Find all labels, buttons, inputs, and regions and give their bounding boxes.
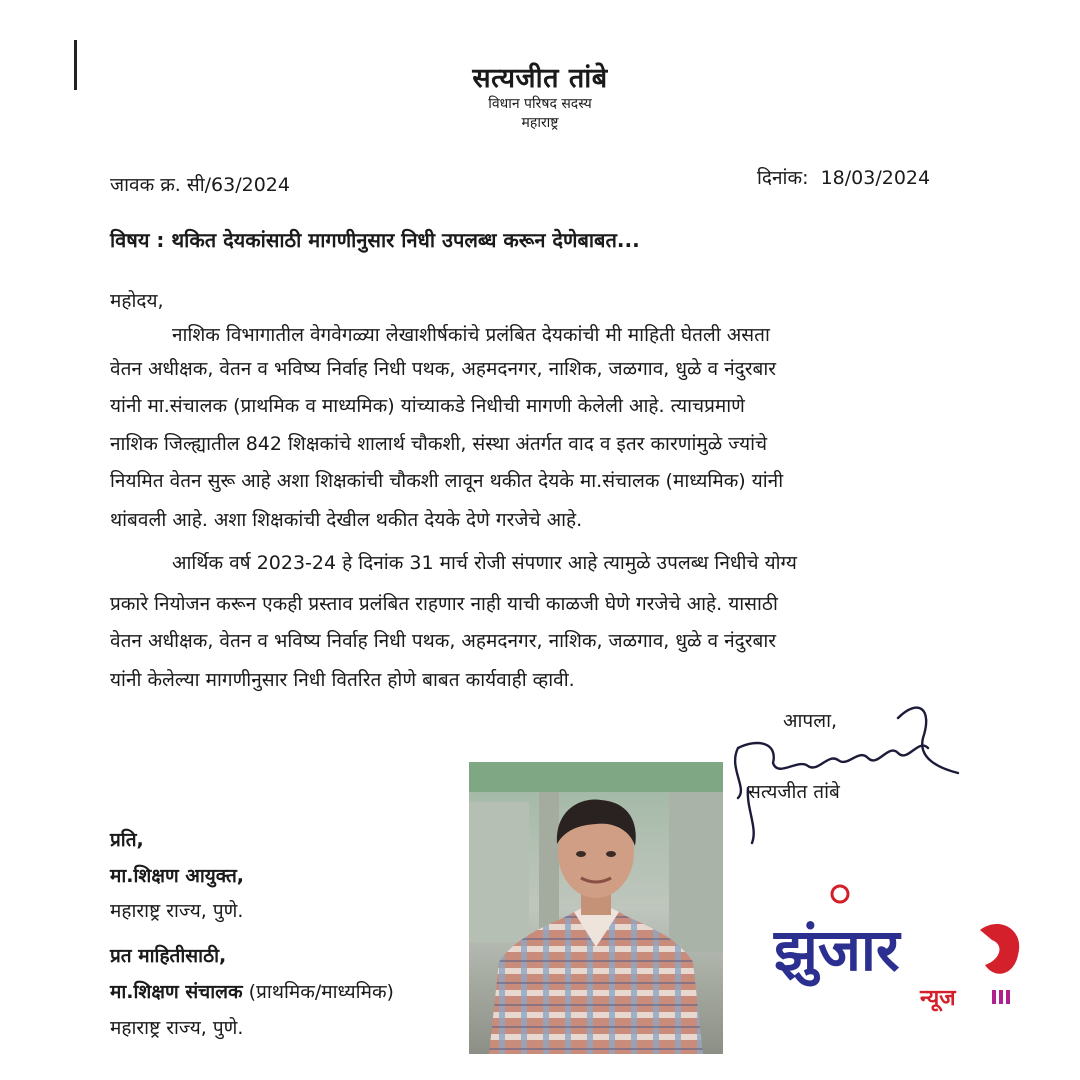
body-line: यांनी केलेल्या मागणीनुसार निधी वितरित होणे बाबत कार्यवाही व्हावी. <box>110 669 575 691</box>
to-address: महाराष्ट्र राज्य, पुणे. <box>110 900 244 922</box>
body-line: आर्थिक वर्ष 2023-24 हे दिनांक 31 मार्च रोजी संपणार आहे त्यामुळे उपलब्ध निधीचे योग्य <box>172 552 797 574</box>
date-label: दिनांक: <box>757 167 809 189</box>
body-line: थांबवली आहे. अशा शिक्षकांची देखील थकीत देयके देणे गरजेचे आहे. <box>110 509 583 531</box>
letter-subject: विषय : थकित देयकांसाठी मागणीनुसार निधी उपलब्ध करून देणेबाबत... <box>110 228 640 252</box>
news-logo <box>770 880 1030 1020</box>
closing-yours: आपला, <box>783 710 838 732</box>
reference-number: जावक क्र. सी/63/2024 <box>110 174 290 196</box>
body-line: वेतन अधीक्षक, वेतन व भविष्य निर्वाह निधी पथक, अहमदनगर, नाशिक, जळगाव, धुळे व नंदुरबार <box>110 358 777 380</box>
letterhead-designation: विधान परिषद सदस्य <box>488 96 592 112</box>
signatory-name: सत्यजीत तांबे <box>748 781 840 803</box>
letter-date <box>757 164 930 190</box>
letterhead-state: महाराष्ट्र <box>521 115 559 131</box>
copy-name-suffix: (प्राथमिक/माध्यमिक) <box>248 981 394 1003</box>
salutation: महोदय, <box>110 290 164 312</box>
logo-sub-text: न्यूज <box>920 986 956 1011</box>
logo-lion-icon <box>980 924 1019 974</box>
body-line: प्रकारे नियोजन करून एकही प्रस्ताव प्रलंबित राहणार नाही याची काळजी घेणे गरजेचे आहे. यासाठी <box>110 593 778 615</box>
to-label: प्रति, <box>110 829 144 851</box>
copy-name-row <box>110 978 394 1004</box>
copy-name: मा.शिक्षण संचालक <box>110 981 243 1003</box>
letterhead-name: सत्यजीत तांबे <box>472 63 608 94</box>
logo-ornament-icon <box>832 886 848 902</box>
body-line: यांनी मा.संचालक (प्राथमिक व माध्यमिक) यांच्याकडे निधीची मागणी केलेली आहे. त्याचप्रमाणे <box>110 395 745 417</box>
body-line: वेतन अधीक्षक, वेतन व भविष्य निर्वाह निधी पथक, अहमदनगर, नाशिक, जळगाव, धुळे व नंदुरबार <box>110 630 777 652</box>
logo-main-text: झुंजार <box>774 916 900 984</box>
copy-label: प्रत माहितीसाठी, <box>110 945 227 967</box>
handwritten-signature <box>718 688 978 848</box>
body-line: नाशिक जिल्ह्यातील 842 शिक्षकांचे शालार्थ चौकशी, संस्था अंतर्गत वाद व इतर कारणांमुळे ज्यांचे <box>110 433 768 455</box>
date-value: 18/03/2024 <box>820 167 931 189</box>
body-line: नाशिक विभागातील वेगवेगळ्या लेखाशीर्षकांचे प्रलंबित देयकांची मी माहिती घेतली असता <box>172 324 770 346</box>
to-name: मा.शिक्षण आयुक्त, <box>110 865 244 887</box>
person-photo <box>469 762 723 1054</box>
body-line: नियमित वेतन सुरू आहे अशा शिक्षकांची चौकशी लावून थकीत देयके मा.संचालक (माध्यमिक) यांनी <box>110 470 784 492</box>
copy-address: महाराष्ट्र राज्य, पुणे. <box>110 1017 244 1039</box>
